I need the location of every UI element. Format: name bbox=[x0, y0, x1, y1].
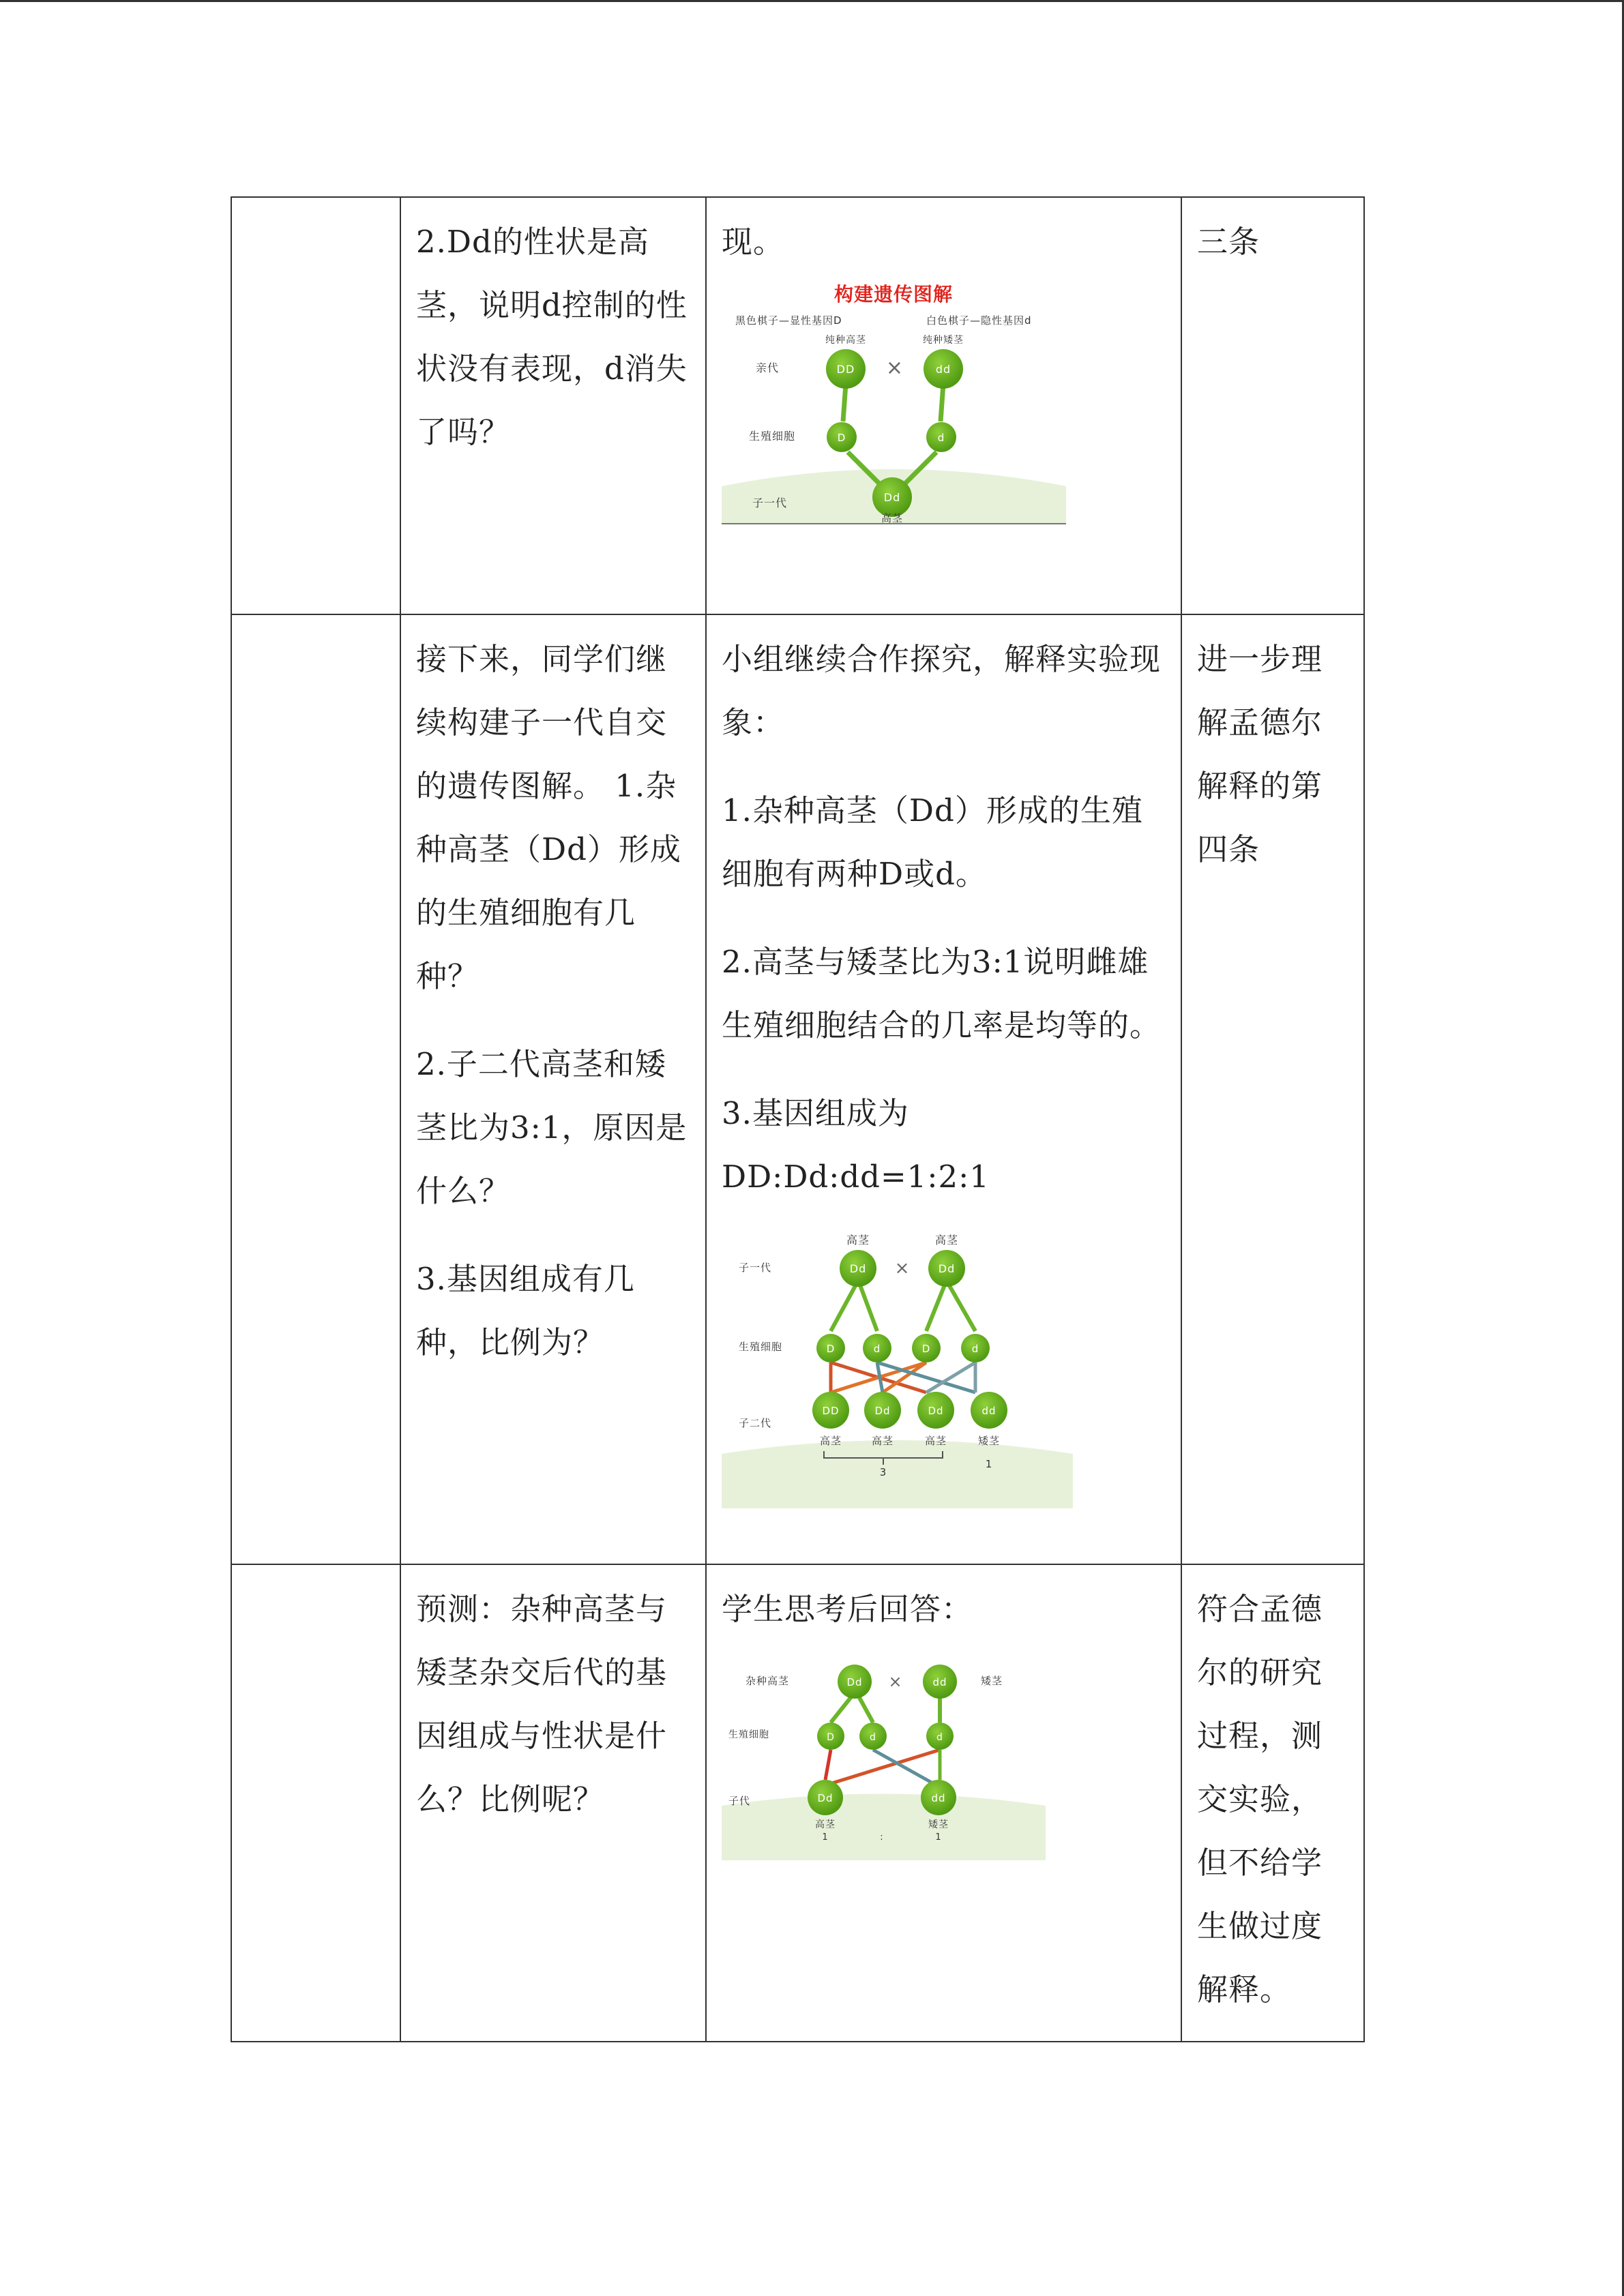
ratio-separator: : bbox=[880, 1832, 884, 1843]
gamete-label: d bbox=[870, 1732, 876, 1743]
row-label-gamete: 生殖细胞 bbox=[728, 1729, 769, 1740]
parent-trait-right: 高茎 bbox=[934, 1234, 959, 1247]
parent-right-label: 纯种矮茎 bbox=[923, 335, 964, 346]
offspring-genotype: dd bbox=[981, 1405, 996, 1417]
parent-right-genotype: Dd bbox=[938, 1262, 956, 1275]
teacher-activity-cell bbox=[400, 197, 706, 614]
row-label-parent: 亲代 bbox=[756, 361, 780, 374]
parent-trait-left: 高茎 bbox=[846, 1234, 870, 1247]
student-answer-3: 3.基因组成为DD:Dd:dd=1:2:1 bbox=[722, 1095, 990, 1195]
gamete-label: d bbox=[936, 1732, 943, 1743]
ground-arc bbox=[722, 1440, 1073, 1508]
gamete-label: D bbox=[921, 1343, 931, 1355]
row-label-f2: 子二代 bbox=[739, 1417, 772, 1429]
legend-recessive: 白色棋子—隐性基因d bbox=[926, 314, 1032, 327]
teacher-question-3: 3.基因组成有几种，比例为？ bbox=[416, 1261, 635, 1360]
cross-line bbox=[926, 1362, 975, 1392]
gamete-label: D bbox=[827, 1732, 835, 1743]
offspring-trait: 矮茎 bbox=[977, 1435, 1001, 1447]
row-label-f1: 子一代 bbox=[752, 496, 788, 509]
student-answer-1: 1.杂种高茎（Dd）形成的生殖细胞有两种D或d。 bbox=[722, 792, 1143, 892]
table-row bbox=[231, 1564, 1364, 2042]
offspring-trait: 矮茎 bbox=[928, 1819, 949, 1830]
genetic-diagram-f1 bbox=[722, 282, 1066, 534]
parent-left-genotype: Dd bbox=[846, 1676, 863, 1688]
offspring-genotype: Dd bbox=[817, 1792, 833, 1804]
offspring-genotype: dd bbox=[931, 1792, 946, 1804]
parent-right-genotype: dd bbox=[935, 363, 951, 376]
line-p2-g3 bbox=[926, 1283, 945, 1331]
cross-symbol: × bbox=[894, 1258, 911, 1279]
diagram-title: 构建遗传图解 bbox=[833, 283, 954, 305]
student-answer: 现。 bbox=[722, 224, 785, 260]
ground-arc bbox=[722, 1794, 1046, 1861]
row-label-offspring: 子代 bbox=[728, 1795, 751, 1807]
line-p1-g1 bbox=[831, 1283, 857, 1331]
teacher-question: 2.Dd的性状是高茎，说明d控制的性状没有表现，d消失了吗？ bbox=[416, 224, 688, 450]
gamete-label: D bbox=[826, 1343, 836, 1355]
gamete-label: d bbox=[971, 1343, 979, 1355]
student-intro: 小组继续合作探究，解释实验现象： bbox=[722, 641, 1162, 741]
offspring-genotype: DD bbox=[822, 1405, 840, 1417]
line-parent-right bbox=[941, 384, 943, 421]
table-row bbox=[231, 197, 1364, 614]
offspring-genotype: Dd bbox=[928, 1405, 944, 1417]
teacher-activity-cell bbox=[400, 614, 706, 1564]
line-p1-g2 bbox=[859, 1283, 877, 1331]
teacher-activity-cell bbox=[400, 1564, 706, 2042]
student-answer-2: 2.高茎与矮茎比为3:1说明雌雄生殖细胞结合的几率是均等的。 bbox=[722, 944, 1162, 1043]
gamete-left: D bbox=[837, 432, 846, 444]
gamete-label: d bbox=[873, 1343, 881, 1355]
page-top-border bbox=[0, 0, 1624, 2]
ratio-right: 1 bbox=[935, 1832, 942, 1843]
cross-symbol: × bbox=[885, 356, 904, 380]
genetic-diagram-testcross bbox=[722, 1649, 1046, 1860]
line-parent-left bbox=[843, 384, 846, 421]
parent-left-label: 纯种高茎 bbox=[825, 335, 866, 346]
parent-left-genotype: DD bbox=[836, 363, 855, 376]
stage-cell bbox=[231, 197, 400, 614]
offspring-trait: 高茎 bbox=[871, 1435, 894, 1447]
stage-cell bbox=[231, 614, 400, 1564]
parent-right-genotype: dd bbox=[932, 1676, 947, 1688]
design-intent: 进一步理解孟德尔解释的第四条 bbox=[1197, 641, 1323, 867]
table-row bbox=[231, 614, 1364, 1564]
offspring-trait: 高茎 bbox=[815, 1819, 836, 1830]
ratio-tall: 3 bbox=[879, 1466, 887, 1478]
genetic-diagram-f2 bbox=[722, 1229, 1073, 1508]
stage-cell bbox=[231, 1564, 400, 2042]
offspring-genotype: Dd bbox=[874, 1405, 891, 1417]
offspring-trait: 高茎 bbox=[881, 512, 904, 524]
design-intent-cell bbox=[1181, 1564, 1364, 2042]
teacher-prediction: 预测：杂种高茎与矮茎杂交后代的基因组成与性状是什么？比例呢？ bbox=[416, 1591, 668, 1817]
teacher-prompt: 接下来，同学们继续构建子一代自交的遗传图解。 1.杂种高茎（Dd）形成的生殖细胞有几种？ bbox=[416, 641, 681, 994]
row-label-gamete: 生殖细胞 bbox=[739, 1341, 783, 1353]
offspring-genotype: Dd bbox=[883, 491, 901, 504]
offspring-trait: 高茎 bbox=[924, 1435, 947, 1447]
line-p-g2 bbox=[858, 1695, 873, 1723]
ratio-left: 1 bbox=[822, 1832, 829, 1843]
design-intent-cell bbox=[1181, 614, 1364, 1564]
student-response: 学生思考后回答： bbox=[722, 1591, 973, 1627]
design-intent-cell bbox=[1181, 197, 1364, 614]
lesson-plan-table bbox=[231, 196, 1365, 2042]
offspring-trait: 高茎 bbox=[819, 1435, 842, 1447]
line-p-g1 bbox=[831, 1695, 853, 1723]
cross-symbol: × bbox=[888, 1672, 903, 1691]
design-intent: 符合孟德尔的研究过程，测交实验，但不给学生做过度解释。 bbox=[1197, 1591, 1323, 2008]
line-p2-g4 bbox=[948, 1283, 975, 1331]
row-label-parent-right: 矮茎 bbox=[981, 1675, 1003, 1687]
parent-left-genotype: Dd bbox=[849, 1262, 867, 1275]
row-label-f1: 子一代 bbox=[739, 1262, 772, 1274]
student-activity-cell bbox=[706, 614, 1181, 1564]
row-label-parent: 杂种高茎 bbox=[745, 1675, 790, 1687]
design-intent: 三条 bbox=[1197, 224, 1260, 260]
student-activity-cell bbox=[706, 197, 1181, 614]
student-activity-cell bbox=[706, 1564, 1181, 2042]
gamete-right: d bbox=[937, 432, 945, 444]
ratio-short: 1 bbox=[985, 1458, 993, 1470]
teacher-question-2: 2.子二代高茎和矮茎比为3:1，原因是什么？ bbox=[416, 1046, 688, 1209]
line-g1-o1 bbox=[825, 1750, 831, 1780]
row-label-gamete: 生殖细胞 bbox=[749, 430, 796, 443]
legend-dominant: 黑色棋子—显性基因D bbox=[735, 314, 842, 327]
